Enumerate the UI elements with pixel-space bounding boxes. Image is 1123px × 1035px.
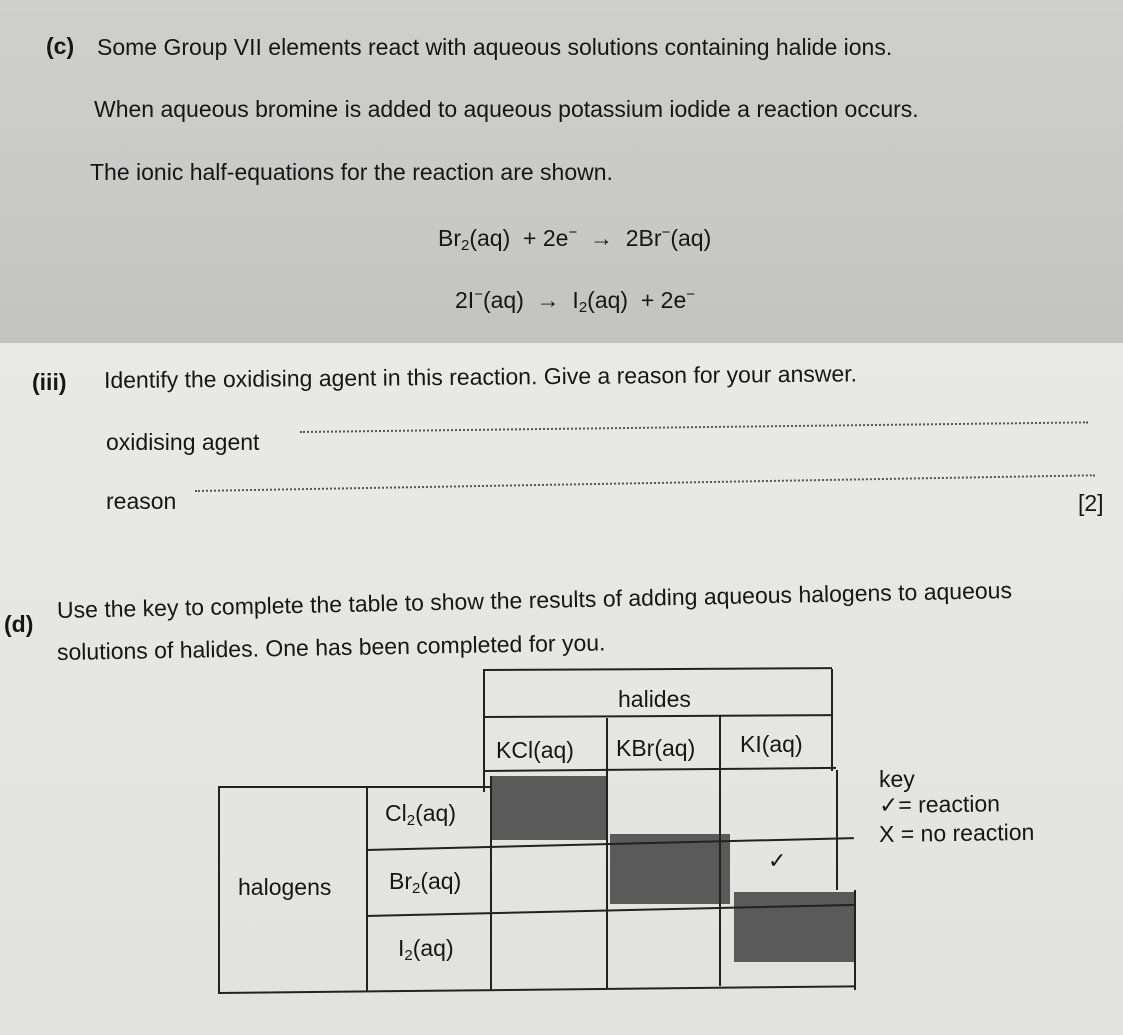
shaded-cell-cl2-kcl xyxy=(490,776,608,840)
br2-formula: Br xyxy=(389,868,412,894)
cl2-state: (aq) xyxy=(415,800,456,826)
part-d-line-1: Use the key to complete the table to show the results of adding aqueous halogens to aqueous xyxy=(56,577,1013,623)
kbr-formula: KBr xyxy=(616,735,655,761)
eq1-product-state: (aq) xyxy=(670,225,712,251)
cl2-subscript: 2 xyxy=(406,812,416,829)
kcl-state: (aq) xyxy=(533,737,574,763)
part-iii-question: Identify the oxidising agent in this reaction. Give a reason for your answer. xyxy=(103,360,858,393)
answer-cell-br2-ki xyxy=(731,838,835,892)
row-header-i2 xyxy=(398,935,454,964)
row-header-br2 xyxy=(389,868,461,897)
part-c-sentence-2: When aqueous bromine is added to aqueous potassium iodide a reaction occurs. xyxy=(94,96,919,122)
eq2-product-state: (aq) xyxy=(587,287,629,313)
eq1-bromine: Br xyxy=(438,225,461,251)
key-title: key xyxy=(879,766,915,792)
ki-state: (aq) xyxy=(761,731,803,757)
eq1-bromine-subscript: 2 xyxy=(461,237,470,254)
kbr-state: (aq) xyxy=(654,735,696,761)
table-column-header-bottom xyxy=(484,767,836,772)
tick-icon: ✓ xyxy=(878,791,899,818)
part-c-label: (c) xyxy=(46,33,75,59)
ki-formula: KI xyxy=(740,731,762,757)
key-no-reaction xyxy=(879,819,1035,848)
row-header-cl2 xyxy=(385,800,456,829)
halides-header: halides xyxy=(618,686,691,712)
key-reaction-text: = reaction xyxy=(898,790,1001,818)
eq2-iodide: 2I xyxy=(455,287,475,313)
answer-cell-i2-kbr[interactable] xyxy=(608,906,732,982)
eq1-bromide-charge: − xyxy=(661,224,671,241)
halogens-block-top xyxy=(218,786,490,788)
column-header-ki xyxy=(740,731,803,758)
halides-right-border xyxy=(831,669,833,771)
part-c-intro: Some Group VII elements react with aqueous solutions containing halide ions. xyxy=(97,34,893,60)
column-header-kbr xyxy=(616,735,695,762)
table-right-border-lower xyxy=(854,890,856,990)
eq2-electrons: + 2e xyxy=(640,287,687,313)
table-left-border xyxy=(218,786,220,994)
answer-cell-i2-kcl[interactable] xyxy=(492,910,606,982)
part-iii-label: (iii) xyxy=(32,369,67,395)
eq2-iodide-charge: − xyxy=(474,286,483,303)
completed-tick-icon: ✓ xyxy=(768,848,787,873)
reason-label: reason xyxy=(106,488,177,514)
part-d-label: (d) xyxy=(4,611,34,637)
eq1-arrow: → xyxy=(589,225,613,251)
halides-left-border xyxy=(483,669,485,792)
eq1-electron-charge: − xyxy=(568,224,578,241)
eq1-state: (aq) xyxy=(469,225,511,251)
cl2-formula: Cl xyxy=(385,800,407,826)
oxidising-agent-label: oxidising agent xyxy=(106,429,260,455)
ki-column-right xyxy=(836,770,838,890)
eq2-electron-charge: − xyxy=(686,286,696,303)
part-c-sentence-3: The ionic half-equations for the reaction are shown. xyxy=(90,159,613,185)
key-no-reaction-text: = no reaction xyxy=(900,818,1035,847)
row-label-divider xyxy=(366,786,368,992)
table-header-divider xyxy=(483,714,833,718)
halogens-header: halogens xyxy=(238,874,332,900)
column-header-kcl xyxy=(496,737,574,764)
table-bottom-border xyxy=(218,985,856,994)
i2-state: (aq) xyxy=(412,935,454,961)
cross-icon: X xyxy=(878,820,895,847)
br2-subscript: 2 xyxy=(412,880,421,897)
answer-cell-br2-kcl[interactable] xyxy=(492,842,608,906)
eq2-reactant-state: (aq) xyxy=(482,287,524,313)
shaded-cell-i2-ki xyxy=(734,892,854,962)
br2-state: (aq) xyxy=(420,868,462,894)
table-top-border xyxy=(483,667,832,671)
eq2-iodine: I xyxy=(572,287,579,313)
part-d-line-2: solutions of halides. One has been completed for you. xyxy=(56,629,606,665)
answer-cell-cl2-ki[interactable] xyxy=(721,776,835,836)
eq2-iodine-subscript: 2 xyxy=(578,299,588,316)
eq1-bromide: 2Br xyxy=(625,225,662,251)
key-reaction xyxy=(879,790,1000,819)
eq2-arrow: → xyxy=(536,287,560,313)
kcl-formula: KCl xyxy=(496,737,534,763)
answer-cell-cl2-kbr[interactable] xyxy=(608,778,719,838)
eq1-electrons: + 2e xyxy=(523,225,569,251)
i2-subscript: 2 xyxy=(404,947,413,964)
marks-indicator: [2] xyxy=(1078,490,1104,516)
i2-formula: I xyxy=(398,935,405,961)
